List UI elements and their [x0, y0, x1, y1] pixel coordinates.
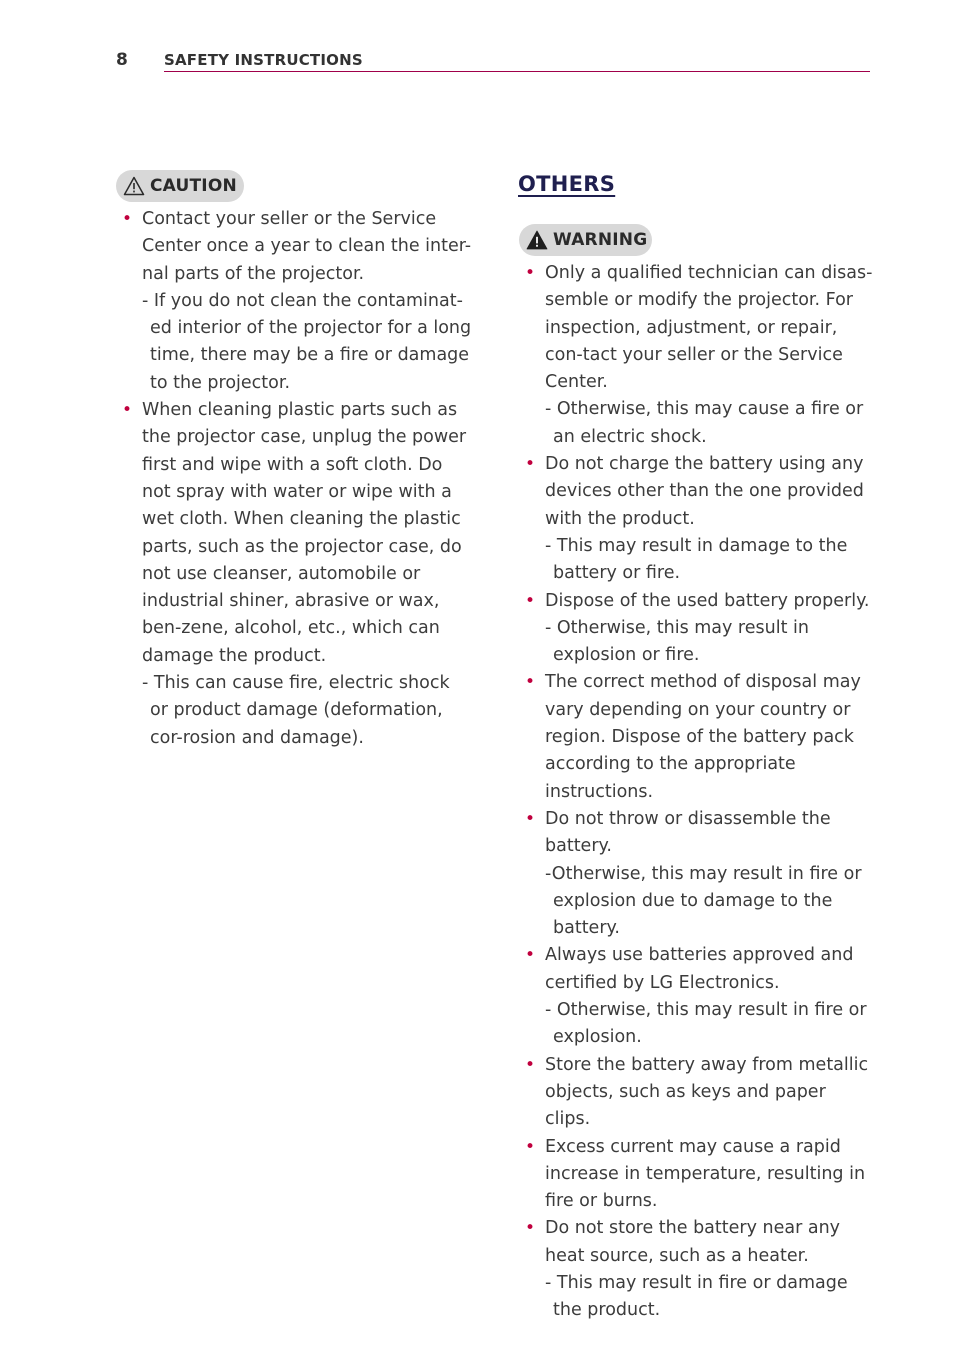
page-number: 8 — [116, 50, 128, 70]
bullet-dot: • — [525, 808, 536, 829]
bullet-dot: • — [122, 400, 133, 421]
item-text: Store the battery away from metallic objects, such as keys and paper clips. — [545, 1054, 869, 1130]
list-item — [525, 1215, 875, 1324]
list-item — [525, 942, 875, 1051]
bullet-dot: • — [525, 1054, 536, 1075]
bullet-dot: • — [525, 263, 536, 283]
item-text: Do not charge the battery using any devices other than the one provided with the product. — [545, 454, 864, 529]
item-note: - If you do not clean the contaminat-ed interior of the projector for a long time, there may be a fire or damage to the projector. — [142, 290, 472, 393]
list-item — [525, 669, 875, 805]
item-text: Only a qualified technician can disas-semble or modify the projector. For inspection, adjustment, or repair, con-tact your seller or the Service Center. — [545, 263, 873, 393]
item-note: - Otherwise, this may result in fire or explosion. — [545, 1000, 867, 1048]
item-text: Always use batteries approved and certified by LG Electronics. — [545, 945, 854, 993]
item-note: -Otherwise, this may result in fire or explosion due to damage to the battery. — [545, 863, 862, 939]
caution-list — [122, 206, 472, 752]
item-note: - Otherwise, this may result in explosion or fire. — [545, 617, 809, 666]
list-item — [525, 260, 875, 451]
bullet-dot: • — [525, 672, 536, 693]
warning-list — [525, 260, 875, 1325]
item-text: Do not store the battery near any heat source, such as a heater. — [545, 1218, 841, 1266]
warning-triangle-filled-icon — [526, 230, 548, 250]
header-divider — [164, 71, 870, 72]
item-text: Dispose of the used battery properly. — [545, 590, 870, 611]
bullet-dot: • — [525, 1218, 536, 1239]
list-item — [122, 397, 472, 752]
list-item — [525, 451, 875, 587]
item-text: When cleaning plastic parts such as the projector case, unplug the power first and wipe with a soft cloth. Do not spray with water or wipe with a wet cloth. When cleaning the plastic parts, such as the projector case, do not use cleanser, automobile or industrial shiner, abrasive or wax, ben-zene, alcohol, etc., which can damage the product. — [142, 400, 467, 666]
caution-badge — [116, 170, 244, 202]
caution-label: CAUTION — [150, 176, 237, 196]
item-text: Do not throw or disassemble the battery. — [545, 808, 831, 857]
item-text: Contact your seller or the Service Center once a year to clean the inter-nal parts of the projector. — [142, 209, 472, 284]
item-note: - This can cause fire, electric shock or product damage (deformation, cor-rosion and damage). — [142, 673, 450, 748]
warning-label: WARNING — [553, 230, 648, 250]
warning-badge — [519, 224, 652, 256]
list-item — [122, 206, 472, 397]
bullet-dot: • — [525, 945, 536, 966]
others-title: OTHERS — [518, 172, 616, 196]
item-note: - This may result in fire or damage the product. — [545, 1272, 848, 1321]
item-note: - Otherwise, this may cause a fire or an electric shock. — [545, 399, 864, 447]
bullet-dot: • — [525, 1136, 536, 1157]
caution-triangle-outline-icon — [123, 176, 145, 196]
bullet-dot: • — [525, 590, 536, 611]
item-text: The correct method of disposal may vary depending on your country or region. Dispose of the battery pack according to the appropriate instructions. — [545, 672, 861, 802]
list-item — [525, 806, 875, 942]
item-note: - This may result in damage to the battery or fire. — [545, 535, 848, 584]
list-item — [525, 1052, 875, 1134]
list-item — [525, 1134, 875, 1216]
item-text: Excess current may cause a rapid increase in temperature, resulting in fire or burns. — [545, 1136, 866, 1212]
bullet-dot: • — [525, 454, 536, 475]
bullet-dot: • — [122, 209, 133, 229]
section-header-title: SAFETY INSTRUCTIONS — [164, 51, 363, 69]
list-item — [525, 588, 875, 670]
